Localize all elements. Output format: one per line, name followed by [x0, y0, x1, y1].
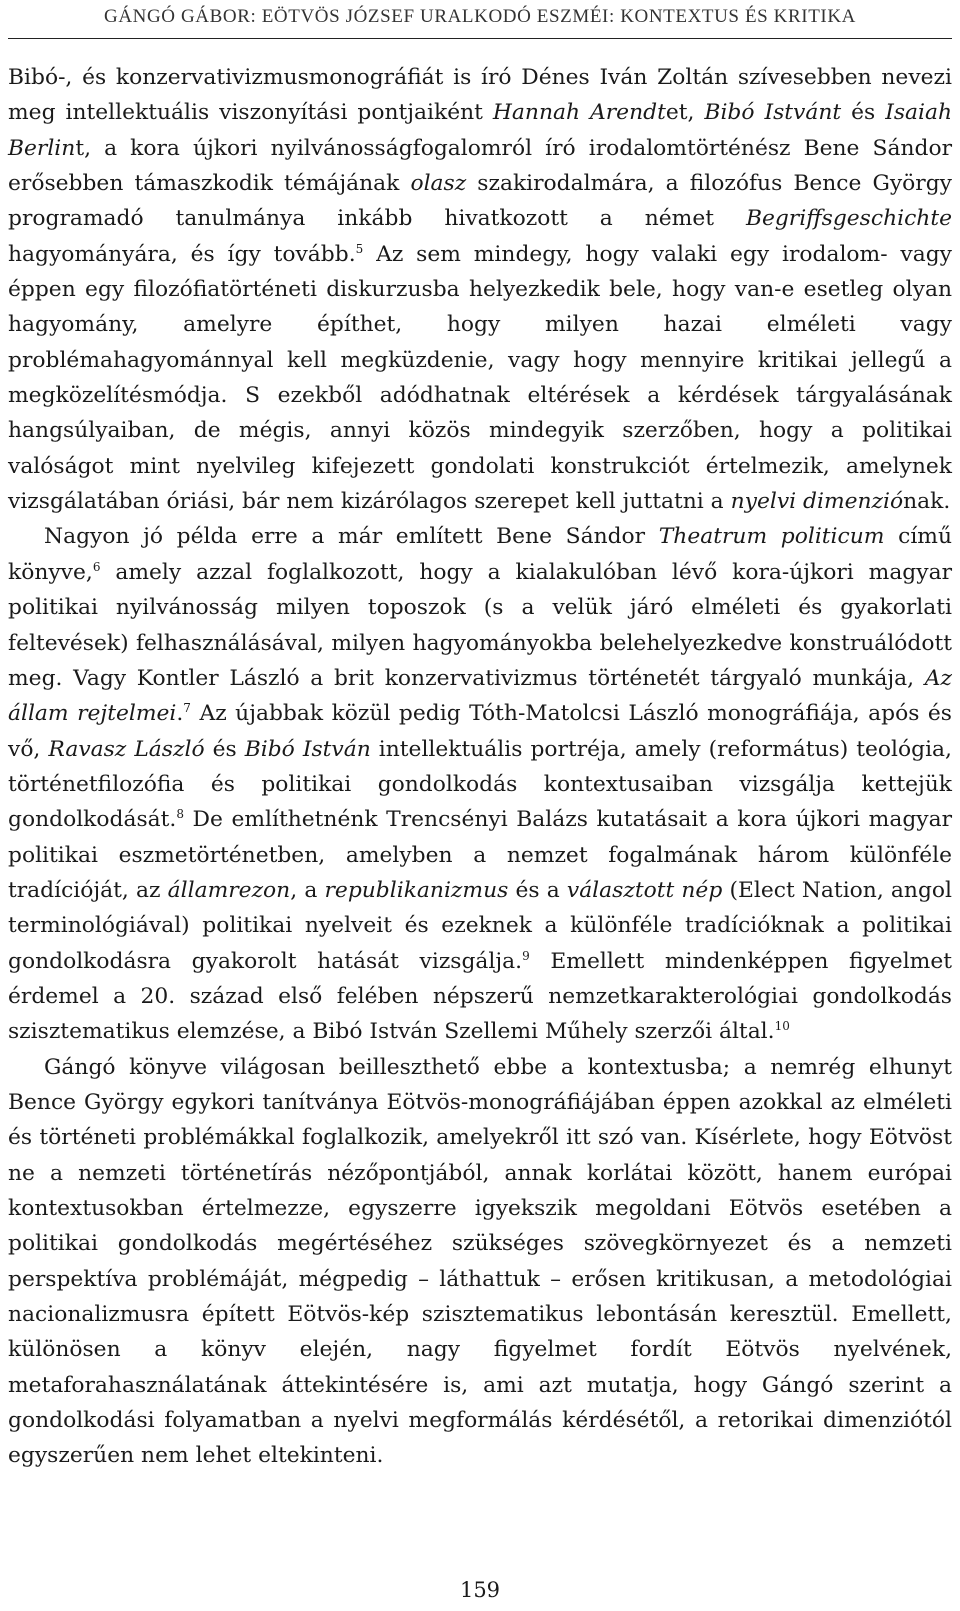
text-run: (Elect Nation, angol terminológiával) politikai nyelveit és ezeknek a különféle tradícióknak a politikai gondolkodásra gyakorolt hatását vizsgálja. [8, 877, 952, 974]
italic-term: nyelvi dimenzió [730, 489, 904, 515]
italic-term: Bibó Istvánt [704, 100, 842, 126]
paragraph [8, 1050, 952, 1474]
italic-term: Isaiah Berlin [8, 100, 952, 161]
text-run: amely azzal foglalkozott, hogy a kialakulóban lévő kora-újkori magyar politikai nyilvánosság milyen toposzok (s a velük járó elméleti és gyakorlati feltevések) felhasználásával, milyen hagyományokba belehelyezkedve konstruálódott meg. Vagy Kontler László a brit konzervativizmus történetét tárgyaló munkája, [8, 559, 952, 691]
text-run: szakirodalmára, a filozófus Bence György programadó tanulmánya inkább hivatkozott a német [8, 171, 952, 232]
text-run: hagyományára, és így tovább. [8, 241, 356, 267]
body-text [8, 60, 952, 1474]
paragraph [8, 60, 952, 519]
header-rule [8, 38, 952, 39]
footnote-ref: 5 [355, 241, 364, 256]
text-run: című könyve, [8, 524, 952, 585]
italic-term: választott nép [566, 877, 723, 903]
text-run: . [176, 701, 184, 727]
text-run: De említhetnénk Trencsényi Balázs kutatásait a kora újkori magyar politikai eszmetörténetben, amelyben a nemzet fogalmának három különféle tradícióját, az [8, 807, 952, 903]
text-run: Bibó-, és konzervativizmusmonográfiát is író Dénes Iván Zoltán szívesebben nevezi meg intellektuális viszonyítási pontjaiként [8, 65, 952, 126]
footnote-ref: 6 [92, 560, 101, 575]
footnote-ref: 8 [176, 807, 184, 822]
text-run: intellektuális portréja, amely (református) teológia, történetfilozófia és politikai gondolkodás kontextusaiban vizsgálja kettejük gondolkodását. [8, 736, 952, 833]
text-run: Az újabbak közül pedig Tóth-Matolcsi László monográfiája, após és vő, [8, 701, 952, 762]
text-run: , a [290, 877, 325, 903]
text-run: és [841, 100, 886, 126]
italic-term: Az állam rejtelmei [8, 665, 952, 727]
text-run: Emellett mindenképpen figyelmet érdemel a 20. század első felében népszerű nemzetkarakterológiai gondolkodás szisztematikus elemzése, a Bibó István Szellemi Műhely szerzői által. [8, 948, 952, 1045]
paragraph [8, 519, 952, 1049]
text-run: t, a kora újkori nyilvánosságfogalomról író irodalomtörténész Bene Sándor erősebben támaszkodik témájának [8, 135, 952, 197]
italic-term: államrezon [167, 877, 291, 903]
italic-term: Begriffsgeschichte [745, 206, 952, 232]
italic-term: Hannah Arendt [492, 100, 666, 126]
page-number: 159 [459, 1578, 501, 1602]
text-run: nak. [903, 489, 951, 515]
italic-term: republikanizmus [324, 877, 509, 903]
text-run: és [204, 736, 245, 762]
italic-term: olasz [410, 171, 467, 197]
running-head: GÁNGÓ GÁBOR: EÖTVÖS JÓZSEF URALKODÓ ESZMÉI: KONTEXTUS ÉS KRITIKA [104, 6, 856, 27]
text-run: Gángó könyve világosan beilleszthető ebbe a kontextusba; a nemrég elhunyt Bence György egykori tanítványa Eötvös-monográfiájában éppen azokkal az elméleti és történeti problémákkal foglalkozik, amelyekről itt szó van. Kísérlete, hogy Eötvöst ne a nemzeti történetírás nézőpontjából, annak korlátai között, hanem európai kontextusokban értelmezze, egyszerre igyekszik megoldani Eötvös esetében a politikai gondolkodás megértéséhez szükséges szövegkörnyezet és a nemzeti perspektíva problémáját, mégpedig – láthattuk – erősen kritikusan, a metodológiai nacionalizmusra épített Eötvös-kép szisztematikus lebontásán keresztül. Emellett, különösen a könyv elején, nagy figyelmet fordít Eötvös nyelvének, metaforahasználatának áttekintésére is, ami azt mutatja, hogy Gángó szerint a gondolkodási folyamatban a nyelvi megformálás kérdésétől, a retorikai dimenziótól egyszerűen nem lehet eltekinteni. [8, 1054, 952, 1469]
footnote-ref: 9 [522, 948, 530, 963]
italic-term: Bibó István [244, 736, 371, 762]
footnote-ref: 7 [183, 701, 191, 716]
text-run: et, [665, 100, 705, 126]
italic-term: Theatrum politicum [658, 524, 885, 550]
text-run: és a [508, 877, 567, 903]
text-run: Az sem mindegy, hogy valaki egy irodalom- vagy éppen egy filozófiatörténeti diskurzusba helyezkedik bele, hogy van-e esetleg olyan hagyomány, amelyre építhet, hogy milyen hazai elméleti vagy problémahagyománnyal kell megküzdenie, vagy hogy mennyire kritikai jellegű a megközelítésmódja. S ezekből adódhatnak eltérések a kérdések tárgyalásának hangsúlyaiban, de mégis, annyi közös mindegyik szerzőben, hogy a politikai valóságot mint nyelvileg kifejezett gondolati konstrukciót értelmezik, amelynek vizsgálatában óriási, bár nem kizárólagos szerepet kell juttatni a [8, 241, 952, 515]
text-run: Nagyon jó példa erre a már említett Bene Sándor [44, 524, 659, 550]
footnote-ref: 10 [774, 1019, 790, 1034]
italic-term: Ravasz László [48, 736, 205, 762]
